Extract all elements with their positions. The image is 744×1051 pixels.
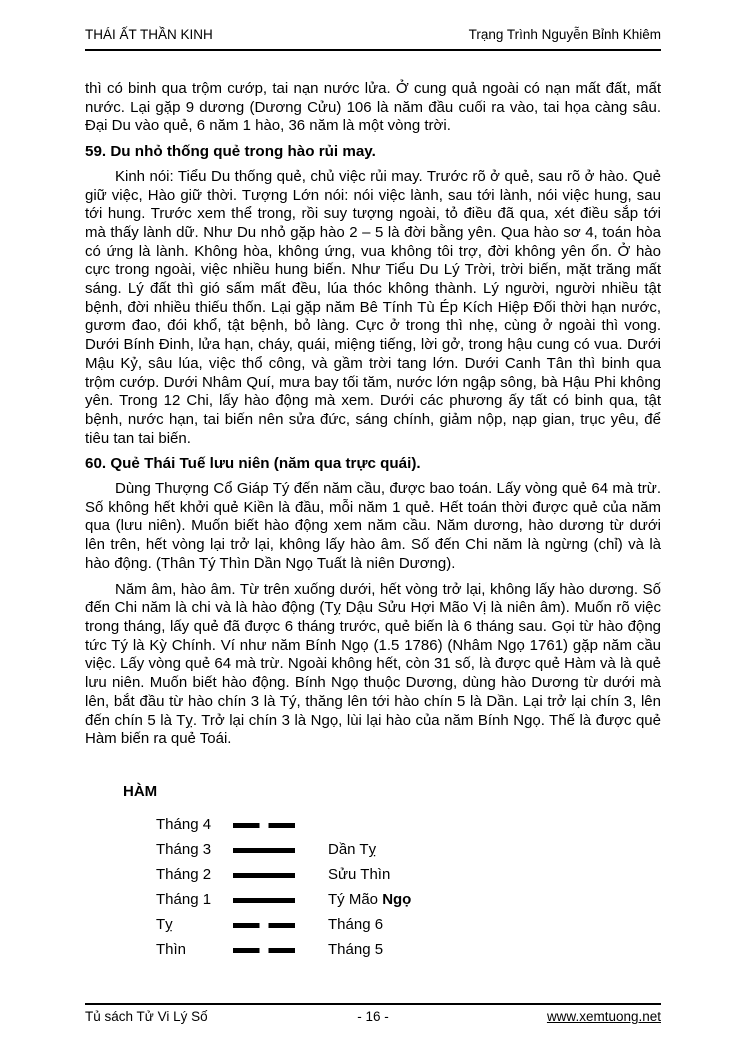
hexagram-row [123,888,661,913]
footer-page-number: - 16 - [357,1009,389,1024]
page-header [85,27,661,51]
hexagram-line [233,848,295,853]
hexagram-diagram [123,783,661,963]
row-right-label: Tý Mão Ngọ [328,890,412,908]
hexagram-line [233,898,295,903]
row-right-label: Tháng 5 [328,940,384,958]
section-59-paragraph: Kinh nói: Tiểu Du thống quẻ, chủ việc rủi may. Trước rõ ở quẻ, sau rõ ở hào. Quẻ giữ việc, Hào giữ thời. Tượng Lớn nói: nói việc lành, sau tới lành, nói việc hung, sau tới hung. Trước xem thể trong, rồi suy tượng ngoài, tỏ điều đã qua, xét điều sắp tới mà thấy lành dữ. Như Du nhỏ gặp hào 2 – 5 là đời bằng yên. Qua hào sơ 4, toán hòa có ứng là lành. Không hòa, không ứng, vua không tôi trợ, đời không yên ổn. Ở hào cực trong ngoài, việc nhiều hung biến. Như Tiểu Du Lý Trời, trời biến, mặt trăng mất sáng. Lý đất thì gió sấm mất đều, lúa thóc không thành. Lý người, người nhiều tật bệnh, đời nhiều thiếu thốn. Lại gặp năm Bê Tính Tù Ép Kích Hiệp Đối thời hạn nước, gươm đao, đói khổ, tật bệnh, bỏ làng. Cực ở trong thì nhẹ, cùng ở ngoài thì vong. Dưới Bính Đinh, lửa hạn, cháy, quái, miệng tiếng, lời gở, trong hậu cung có vua. Dưới Mậu Kỷ, sâu lúa, việc thổ công, và gầm trời tang lớn. Dưới Canh Tân thì binh qua trộm cướp. Dưới Nhâm Quí, mưa bay tối tăm, nước lớn ngập sông, bà Hậu Phi không yên. Trong 12 Chi, lấy hào động mà xem. Dưới các phương ấy tất có binh qua, tật bệnh, nước hạn, tai biến nên sửa đức, sáng chính, giảm nộp, nạp gian, trục yêu, để tiêu tan tai biến. [85,167,661,447]
row-left-label: Tỵ [156,915,173,933]
row-right-label: Tháng 6 [328,915,384,933]
section-60-paragraph-1: Dùng Thượng Cổ Giáp Tý đến năm cầu, được bao toán. Lấy vòng quẻ 64 mà trừ. Số không hết khởi quẻ Kiền là đầu, mỗi năm 1 quẻ. Hết toán thời được quẻ của năm qua (lưu niên). Muốn biết hào động xem năm cầu. Năm dương, hào dương từ dưới lên trên, hết vòng lại trở lại, không lấy hào âm. Số đến Chi năm là ngừng (chỉ) và là hào động. (Thân Tý Thìn Dần Ngọ Tuất là niên Dương). [85,480,661,572]
row-left-label: Tháng 2 [156,865,212,883]
row-right-label: Sửu Thìn [328,865,391,883]
page-footer [85,1003,661,1024]
row-left-label: Tháng 3 [156,840,212,858]
row-right-label: Dần Tỵ [328,840,377,858]
hexagram-row [123,938,661,963]
header-author: Trạng Trình Nguyễn Bỉnh Khiêm [468,27,661,42]
section-59-heading: 59. Du nhỏ thống quẻ trong hào rủi may. [85,143,376,161]
hexagram-line [233,823,295,828]
hexagram-row [123,813,661,838]
row-left-label: Thìn [156,940,187,958]
row-left-label: Tháng 1 [156,890,212,908]
section-60-paragraph-2: Năm âm, hào âm. Từ trên xuống dưới, hết vòng trở lại, không lấy hào dương. Số đến Chi năm là chi và là hào động (Tỵ Dậu Sửu Hợi Mão Vị là niên âm). Muốn rõ việc trong tháng, lấy quẻ đã được 6 tháng trước, quẻ biến là 6 tháng sau. Gọi từ hào động tức Tý là Kỳ Chính. Ví như năm Bính Ngọ (1.5 1786) (Nhâm Ngọ 1761) gặp năm cầu việc. Lấy vòng quẻ 64 mà trừ. Ngoài không hết, còn 31 số, là được quẻ Hàm và là quẻ lưu niên. Muốn biết hào động. Bính Ngọ thuộc Dương, dùng hào Dương từ dưới mà lên, bắt đầu từ hào chín 3 là Tý, thăng lên tới hào chín 5 là Dần. Lại trở lại chín 3, lên đến chín 5 là Tỵ. Trở lại chín 3 là Ngọ, lùi lại hào của năm Bính Ngọ. Thế là được quẻ Hàm biến ra quẻ Toái. [85,580,661,748]
page-content [85,80,661,963]
hexagram-row [123,863,661,888]
paragraph-intro: thì có binh qua trộm cướp, tai nạn nước lửa. Ở cung quả ngoài có nạn mất đất, mất nước. Lại gặp 9 dương (Dương Cửu) 106 là năm đầu cuối ra vào, tai họa càng sâu. Đại Du vào quẻ, 6 năm 1 hào, 36 năm là một vòng trời. [85,80,661,135]
hexagram-title: HÀM [123,782,158,800]
hexagram-line [233,923,295,928]
hexagram-line [233,873,295,878]
section-60-heading: 60. Quẻ Thái Tuế lưu niên (năm qua trực quái). [85,455,421,473]
hexagram-line [233,948,295,953]
footer-website-link[interactable]: www.xemtuong.net [546,1009,661,1024]
header-book-title: THÁI ẤT THẦN KINH [85,27,213,42]
row-left-label: Tháng 4 [156,815,212,833]
hexagram-row [123,913,661,938]
footer-series-title: Tủ sách Tử Vi Lý Số [85,1009,208,1024]
hexagram-row [123,838,661,863]
